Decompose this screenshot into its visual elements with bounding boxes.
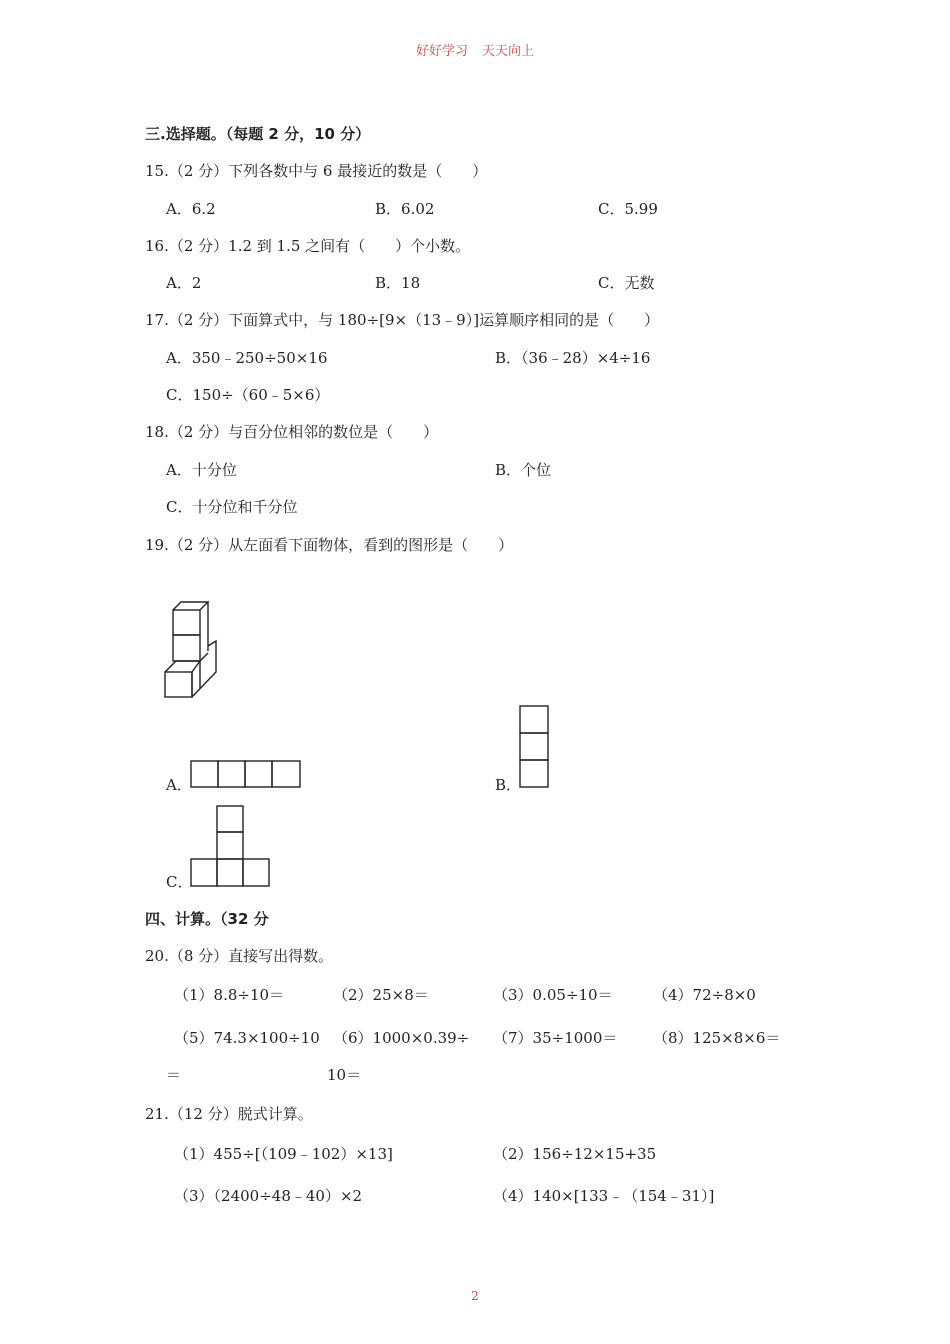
- q15-option-b: B．6.02: [375, 200, 435, 218]
- section-4-title: 四、计算。（32 分: [145, 910, 269, 928]
- q16-option-b: B．18: [375, 274, 421, 292]
- q19-option-c: C．: [166, 873, 193, 891]
- q19-option-a: A．: [166, 776, 192, 794]
- q20-item-7: （7）35÷1000＝: [493, 1029, 618, 1047]
- q19-stem: 19.（2 分）从左面看下面物体，看到的图形是（ ）: [145, 536, 514, 554]
- header-left: 好好学习: [415, 44, 468, 59]
- section-3-title: 三.选择题。（每题 2 分，10 分）: [145, 125, 371, 143]
- q20-item-5-wrap: ＝: [166, 1066, 182, 1084]
- q20-item-8: （8）125×8×6＝: [653, 1029, 781, 1047]
- header-right: 天天向上: [482, 44, 535, 59]
- q18-option-b: B．个位: [495, 461, 552, 479]
- q18-stem: 18.（2 分）与百分位相邻的数位是（ ）: [145, 423, 439, 441]
- q19-option-b: B．: [495, 776, 522, 794]
- q17-option-a: A．350﹣250÷50×16: [166, 349, 328, 367]
- page-header: [0, 42, 950, 62]
- q16-option-c: C．无数: [598, 274, 655, 292]
- page-number: 2: [471, 1289, 479, 1303]
- q16-option-a: A．2: [166, 274, 202, 292]
- option-b-figure: [519, 705, 550, 789]
- q21-item-2: （2）156÷12×15+35: [493, 1145, 657, 1163]
- q20-item-2: （2）25×8＝: [333, 986, 429, 1004]
- q17-stem: 17.（2 分）下面算式中，与 180÷[9×（13﹣9）]运算顺序相同的是（ ）: [145, 311, 660, 329]
- q20-item-6: （6）1000×0.39÷: [333, 1029, 470, 1047]
- q15-option-a: A．6.2: [166, 200, 216, 218]
- q21-stem: 21.（12 分）脱式计算。: [145, 1105, 313, 1123]
- q21-item-1: （1）455÷[（109﹣102）×13]: [174, 1145, 393, 1163]
- q18-option-a: A．十分位: [166, 461, 237, 479]
- q21-item-3: （3）（2400÷48﹣40）×2: [174, 1187, 363, 1205]
- q21-item-4: （4）140×[133﹣（154﹣31）]: [493, 1187, 715, 1205]
- q16-stem: 16.（2 分）1.2 到 1.5 之间有（ ）个小数。: [145, 237, 471, 255]
- q15-option-c: C．5.99: [598, 200, 658, 218]
- q18-option-c: C．十分位和千分位: [166, 498, 298, 516]
- option-c-figure: [190, 805, 272, 887]
- q15-stem: 15.（2 分）下列各数中与 6 最接近的数是（ ）: [145, 162, 488, 180]
- q20-item-5: （5）74.3×100÷10: [174, 1029, 320, 1047]
- q20-stem: 20.（8 分）直接写出得数。: [145, 947, 334, 965]
- q19-cube-figure: [160, 598, 230, 702]
- option-a-figure: [190, 760, 302, 788]
- q20-item-6-wrap: 10＝: [327, 1066, 362, 1084]
- q17-option-c: C．150÷（60﹣5×6）: [166, 386, 330, 404]
- q17-option-b: B．（36﹣28）×4÷16: [495, 349, 651, 367]
- q20-item-1: （1）8.8÷10＝: [174, 986, 285, 1004]
- q20-item-3: （3）0.05÷10＝: [493, 986, 613, 1004]
- q20-item-4: （4）72÷8×0: [653, 986, 756, 1004]
